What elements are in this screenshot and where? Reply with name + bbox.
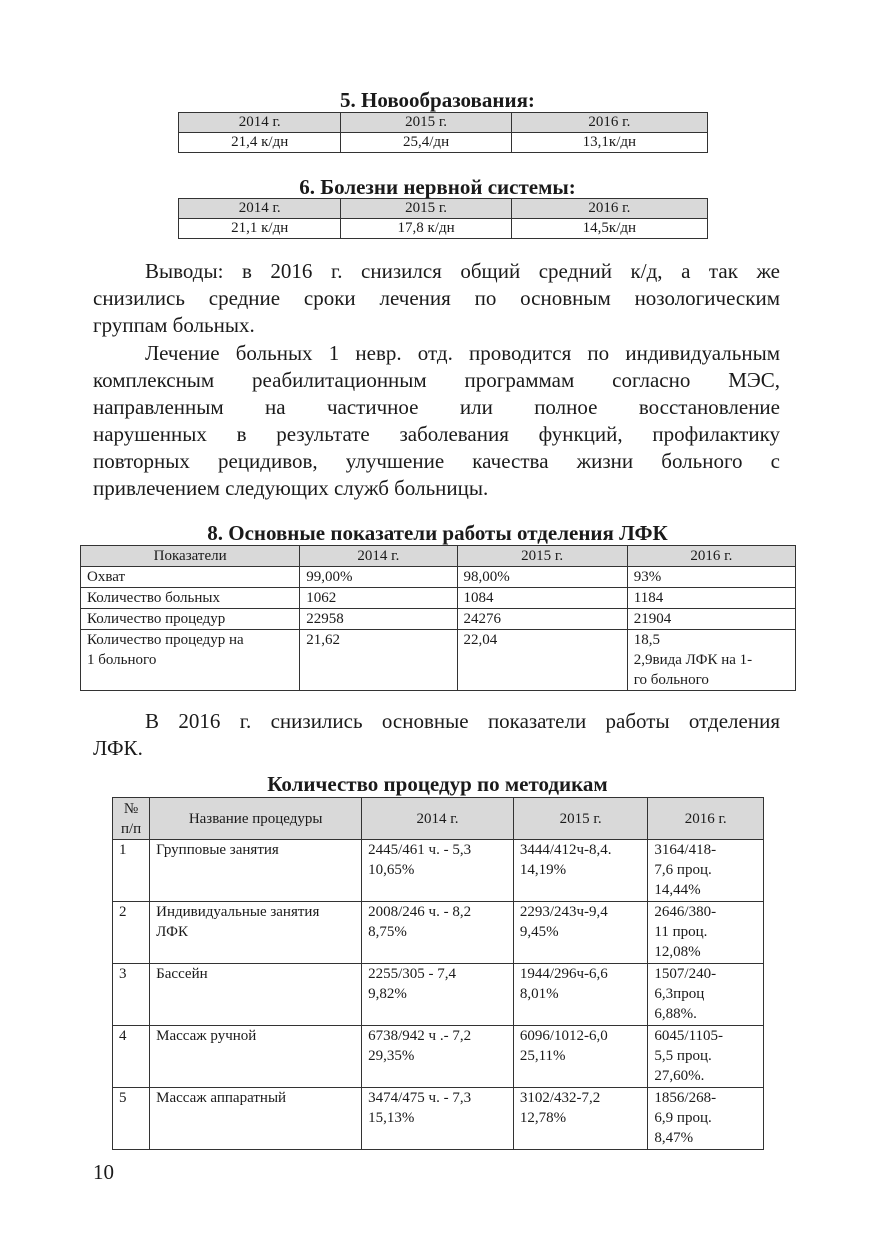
cell-line: Индивидуальные занятия xyxy=(156,904,320,920)
value-2016 xyxy=(648,902,764,964)
paragraph-line: ЛФК. xyxy=(93,736,143,760)
header-2015: 2015 г. xyxy=(341,113,511,133)
header-2015: 2015 г. xyxy=(341,199,511,219)
header-2014: 2014 г. xyxy=(179,113,341,133)
paragraph-line: повторных рецидивов, улучшение качества жизни больного с xyxy=(93,449,780,473)
header-2016: 2016 г. xyxy=(511,199,707,219)
cell-line: 8,01% xyxy=(519,986,559,1002)
table-row xyxy=(113,840,764,902)
cell-line: № xyxy=(123,800,139,817)
cell-line: 6096/1012-6,0 xyxy=(519,1028,608,1044)
value-2016 xyxy=(648,964,764,1026)
header-indicators: Показатели xyxy=(81,546,300,567)
value-2016 xyxy=(648,1026,764,1088)
table-row xyxy=(113,1026,764,1088)
cell-line: 11 проц. xyxy=(654,924,708,940)
indicator-name xyxy=(81,630,300,691)
value-2015: 22,04 xyxy=(457,630,627,691)
paragraph-line: направленным на частичное или полное восстановление xyxy=(93,395,780,419)
cell-line: 2255/305 - 7,4 xyxy=(368,966,457,982)
header-2015: 2015 г. xyxy=(457,546,627,567)
header-number xyxy=(113,798,150,840)
cell-line: п/п xyxy=(120,820,142,837)
procedure-name xyxy=(150,1088,362,1150)
conclusion-paragraph xyxy=(93,258,780,339)
cell-line: 2293/243ч-9,4 xyxy=(519,904,608,920)
paragraph-line: комплексным реабилитационным программам согласно МЭС, xyxy=(93,368,780,392)
procedures-title: Количество процедур по методикам xyxy=(267,772,608,796)
paragraph-line: Выводы: в 2016 г. снизился общий средний к/д, а так же xyxy=(145,259,780,283)
cell-line: 12,78% xyxy=(519,1110,567,1126)
cell-line: 2,9вида ЛФК на 1- xyxy=(633,652,753,668)
row-number: 3 xyxy=(113,964,150,1026)
procedures-table xyxy=(112,797,764,1150)
cell-line: 3474/475 ч. - 7,3 xyxy=(368,1090,472,1106)
cell-line: 6045/1105- xyxy=(654,1028,724,1044)
cell-line: 1944/296ч-6,6 xyxy=(519,966,608,982)
value-2016: 93% xyxy=(627,567,795,588)
cell-line: 6738/942 ч .- 7,2 xyxy=(368,1028,472,1044)
header-2015: 2015 г. xyxy=(513,798,648,840)
cell-line: 6,88%. xyxy=(654,1006,697,1022)
procedure-name xyxy=(150,902,362,964)
cell-line: 3164/418- xyxy=(654,842,717,858)
value-2014: 22958 xyxy=(300,609,457,630)
value-2015: 98,00% xyxy=(457,567,627,588)
section5-table xyxy=(178,112,708,153)
value-2014 xyxy=(362,964,514,1026)
cell-line: 8,47% xyxy=(654,1130,694,1146)
cell-line: 6,9 проц. xyxy=(654,1110,712,1126)
cell-line: 29,35% xyxy=(368,1048,415,1064)
cell-line: 2646/380- xyxy=(654,904,717,920)
paragraph-line: В 2016 г. снизились основные показатели работы отделения xyxy=(145,709,780,733)
paragraph-line: Лечение больных 1 невр. отд. проводится по индивидуальным xyxy=(145,341,780,365)
table-row xyxy=(179,133,708,153)
table-row xyxy=(81,609,796,630)
value-2016 xyxy=(648,840,764,902)
cell-line: 6,3проц xyxy=(654,986,705,1002)
lfk-indicators-table xyxy=(80,545,796,691)
value-2016: 21904 xyxy=(627,609,795,630)
row-number: 1 xyxy=(113,840,150,902)
paragraph-line: снизились средние сроки лечения по основным нозологическим xyxy=(93,286,780,310)
table-row xyxy=(113,902,764,964)
value-2014: 21,62 xyxy=(300,630,457,691)
value-2014: 21,4 к/дн xyxy=(179,133,341,153)
header-2014: 2014 г. xyxy=(179,199,341,219)
value-2015: 25,4/дн xyxy=(341,133,511,153)
cell-line: 2445/461 ч. - 5,3 xyxy=(368,842,472,858)
table-row xyxy=(81,567,796,588)
cell-line: Количество процедур на xyxy=(87,632,244,648)
procedure-name xyxy=(150,1026,362,1088)
cell-line: 3102/432-7,2 xyxy=(519,1090,601,1106)
value-2015: 24276 xyxy=(457,609,627,630)
paragraph-line: нарушенных в результате заболевания функций, профилактику xyxy=(93,422,780,446)
header-2014: 2014 г. xyxy=(300,546,457,567)
value-2015 xyxy=(513,1088,648,1150)
header-2016: 2016 г. xyxy=(511,113,707,133)
cell-line: 15,13% xyxy=(368,1110,415,1126)
section8-title: 8. Основные показатели работы отделения ЛФК xyxy=(207,521,668,545)
cell-line: 1856/268- xyxy=(654,1090,717,1106)
header-2016: 2016 г. xyxy=(627,546,795,567)
cell-line: Групповые занятия xyxy=(156,842,279,858)
cell-line: 7,6 проц. xyxy=(654,862,712,878)
table-row xyxy=(179,219,708,239)
table-row xyxy=(81,630,796,691)
value-2015 xyxy=(513,902,648,964)
cell-line: 2008/246 ч. - 8,2 xyxy=(368,904,472,920)
indicator-name: Охват xyxy=(81,567,300,588)
cell-line: 8,75% xyxy=(368,924,407,940)
section6-title: 6. Болезни нервной системы: xyxy=(299,175,576,199)
table-row xyxy=(113,964,764,1026)
cell-line: Массаж аппаратный xyxy=(156,1090,287,1106)
value-2015: 1084 xyxy=(457,588,627,609)
value-2014 xyxy=(362,1088,514,1150)
cell-line: ЛФК xyxy=(156,924,188,940)
header-2016: 2016 г. xyxy=(648,798,764,840)
cell-line: 9,82% xyxy=(368,986,407,1002)
section6-table xyxy=(178,198,708,239)
header-procedure-name: Название процедуры xyxy=(150,798,362,840)
value-2015 xyxy=(513,840,648,902)
value-2016 xyxy=(648,1088,764,1150)
value-2014 xyxy=(362,1026,514,1088)
cell-line: 14,19% xyxy=(519,862,567,878)
cell-line: го больного xyxy=(633,672,709,688)
value-2015 xyxy=(513,1026,648,1088)
procedure-name xyxy=(150,840,362,902)
table-header-row xyxy=(81,546,796,567)
cell-line: 1 больного xyxy=(87,652,157,668)
treatment-paragraph xyxy=(93,340,780,502)
value-2015: 17,8 к/дн xyxy=(341,219,511,239)
cell-line: 18,5 xyxy=(633,632,660,648)
lfk-decline-paragraph xyxy=(93,708,780,762)
cell-line: 5,5 проц. xyxy=(654,1048,712,1064)
table-header-row xyxy=(179,113,708,133)
table-row xyxy=(81,588,796,609)
cell-line: 25,11% xyxy=(519,1048,566,1064)
procedure-name xyxy=(150,964,362,1026)
indicator-name: Количество больных xyxy=(81,588,300,609)
table-row xyxy=(113,1088,764,1150)
value-2014: 99,00% xyxy=(300,567,457,588)
cell-line: 9,45% xyxy=(519,924,559,940)
value-2016: 1184 xyxy=(627,588,795,609)
value-2016 xyxy=(627,630,795,691)
page-number: 10 xyxy=(93,1160,114,1184)
value-2016: 13,1к/дн xyxy=(511,133,707,153)
cell-line: 10,65% xyxy=(368,862,415,878)
cell-line: Массаж ручной xyxy=(156,1028,257,1044)
cell-line: 27,60%. xyxy=(654,1068,705,1084)
value-2014: 21,1 к/дн xyxy=(179,219,341,239)
indicator-name: Количество процедур xyxy=(81,609,300,630)
section5-title: 5. Новообразования: xyxy=(340,88,535,112)
value-2015 xyxy=(513,964,648,1026)
cell-line: 12,08% xyxy=(654,944,701,960)
cell-line: 14,44% xyxy=(654,882,701,898)
value-2014 xyxy=(362,902,514,964)
paragraph-line: группам больных. xyxy=(93,313,255,337)
paragraph-line: привлечением следующих служб больницы. xyxy=(93,476,489,500)
row-number: 5 xyxy=(113,1088,150,1150)
cell-line: Бассейн xyxy=(156,966,208,982)
cell-line: 3444/412ч-8,4. xyxy=(519,842,612,858)
table-header-row xyxy=(179,199,708,219)
header-2014: 2014 г. xyxy=(362,798,514,840)
value-2016: 14,5к/дн xyxy=(511,219,707,239)
value-2014 xyxy=(362,840,514,902)
row-number: 4 xyxy=(113,1026,150,1088)
row-number: 2 xyxy=(113,902,150,964)
table-header-row xyxy=(113,798,764,840)
cell-line: 1507/240- xyxy=(654,966,717,982)
value-2014: 1062 xyxy=(300,588,457,609)
